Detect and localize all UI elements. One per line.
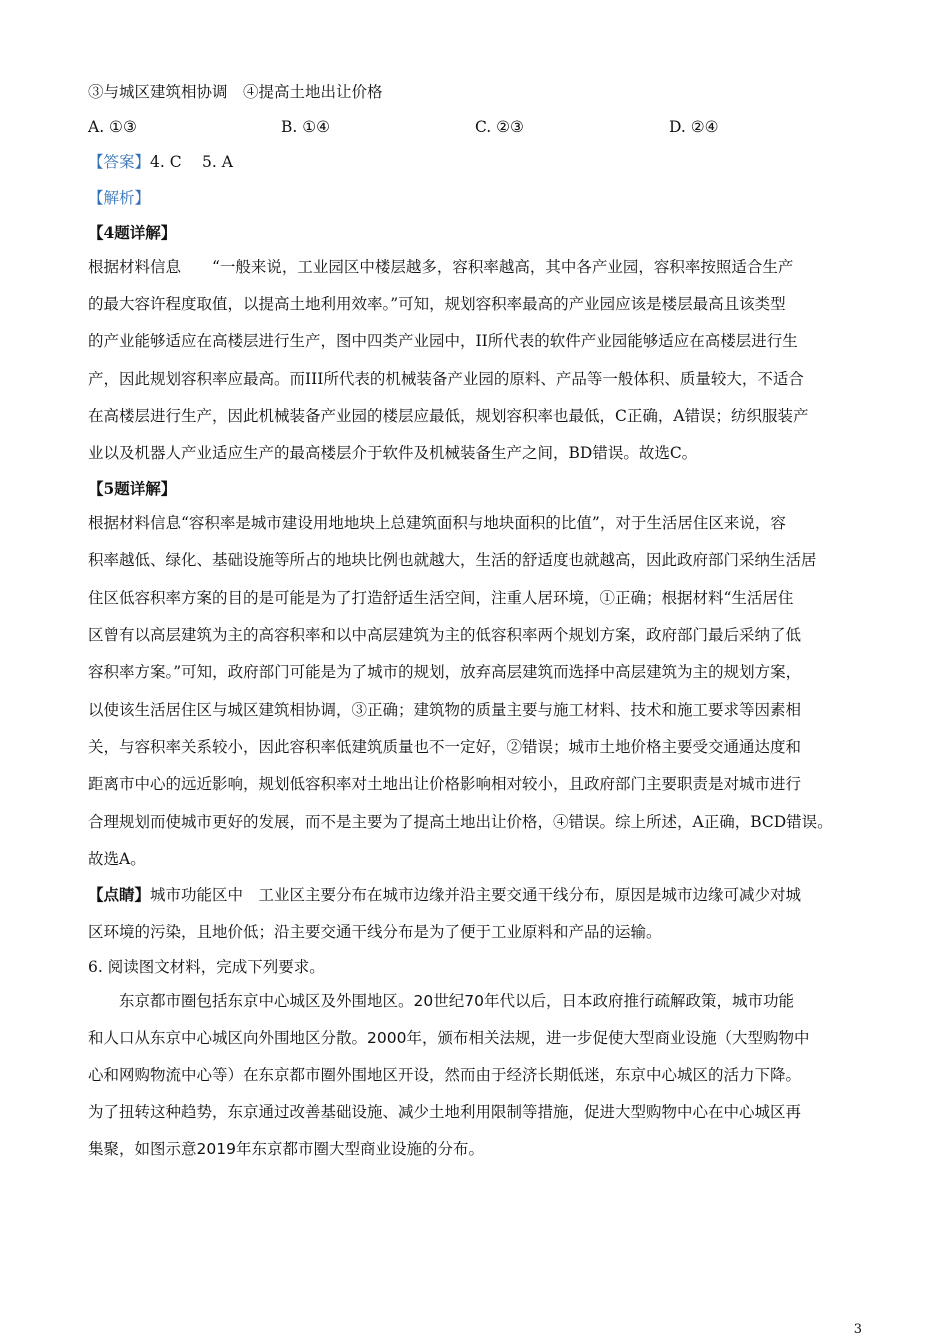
q6-line: 为了扭转这种趋势，东京通过改善基础设施、减少土地利用限制等措施，促进大型购物中心在中心城区再	[88, 1103, 802, 1121]
q5-line: 合理规划而使城市更好的发展，而不是主要为了提高土地出让价格，④错误。综上所述，A正确，BCD错误。	[88, 813, 833, 831]
q5-line: 故选A。	[88, 850, 146, 868]
q5-line: 区曾有以高层建筑为主的高容积率和以中高层建筑为主的低容积率两个规划方案，政府部门最后采纳了低	[88, 626, 802, 644]
q4-line: 根据材料信息 “一般来说，工业园区中楼层越多，容积率越高，其中各产业园，容积率按照适合生产	[88, 258, 794, 276]
q4-line: 的最大容许程度取值，以提高土地利用效率。”可知，规划容积率最高的产业园应该是楼层最高且该类型	[88, 295, 786, 313]
option-a: A. ①③	[88, 118, 137, 136]
q6-stem: 6. 阅读图文材料，完成下列要求。	[88, 958, 325, 976]
q4-line: 业以及机器人产业适应生产的最高楼层介于软件及机械装备生产之间，BD错误。故选C。	[88, 444, 698, 462]
answer-text: 4. C 5. A	[150, 153, 233, 171]
q4-line: 在高楼层进行生产，因此机械装备产业园的楼层应最低，规划容积率也最低，C正确，A错误；纺织服装产	[88, 407, 809, 425]
q6-line: 和人口从东京中心城区向外围地区分散。2000年，颁布相关法规，进一步促使大型商业设施（大型购物中	[88, 1029, 810, 1047]
key-point-line: 区环境的污染，且地价低；沿主要交通干线分布是为了便于工业原料和产品的运输。	[88, 923, 662, 941]
option-d: D. ②④	[669, 118, 719, 136]
key-point-line	[88, 884, 878, 906]
q5-line: 距离市中心的远近影响，规划低容积率对土地出让价格影响相对较小，且政府部门主要职责是对城市进行	[88, 775, 802, 793]
q6-line: 集聚，如图示意2019年东京都市圈大型商业设施的分布。	[88, 1140, 484, 1158]
q5-line: 容积率方案。”可知，政府部门可能是为了城市的规划，放弃高层建筑而选择中高层建筑为主的规划方案，	[88, 663, 802, 681]
key-point-tag: 【点睛】	[88, 885, 151, 904]
q4-heading: 【4题详解】	[88, 223, 177, 242]
answer-line	[88, 151, 878, 173]
q5-line: 根据材料信息“容积率是城市建设用地地块上总建筑面积与地块面积的比值”，对于生活居住区来说，容	[88, 514, 786, 532]
answer-tag: 【答案】	[88, 153, 151, 171]
page-number: 3	[853, 1322, 862, 1337]
q6-line: 心和网购物流中心等）在东京都市圈外围地区开设，然而由于经济长期低迷，东京中心城区的活力下降。	[88, 1066, 802, 1084]
q4-line: 产，因此规划容积率应最高。而III所代表的机械装备产业园的原料、产品等一般体积、质量较大，不适合	[88, 370, 804, 388]
option-c: C. ②③	[475, 118, 524, 136]
q5-line: 以使该生活居住区与城区建筑相协调，③正确；建筑物的质量主要与施工材料、技术和施工要求等因素相	[88, 701, 802, 719]
key-point-text: 城市功能区中 工业区主要分布在城市边缘并沿主要交通干线分布，原因是城市边缘可减少对城	[150, 886, 802, 904]
q5-option-text: ③与城区建筑相协调 ④提高土地出让价格	[88, 83, 383, 101]
q4-line: 的产业能够适应在高楼层进行生产，图中四类产业园中，II所代表的软件产业园能够适应在高楼层进行生	[88, 332, 798, 350]
analysis-tag: 【解析】	[88, 189, 151, 207]
q5-line: 住区低容积率方案的目的是可能是为了打造舒适生活空间，注重人居环境，①正确；根据材料“生活居住	[88, 589, 794, 607]
q5-line: 关，与容积率关系较小，因此容积率低建筑质量也不一定好，②错误；城市土地价格主要受交通通达度和	[88, 738, 802, 756]
option-b: B. ①④	[281, 118, 331, 136]
q5-heading: 【5题详解】	[88, 479, 177, 498]
q6-line: 东京都市圈包括东京中心城区及外围地区。20世纪70年代以后，日本政府推行疏解政策，城市功能	[88, 992, 794, 1010]
q5-line: 积率越低、绿化、基础设施等所占的地块比例也就越大，生活的舒适度也就越高，因此政府部门采纳生活居	[88, 551, 817, 569]
